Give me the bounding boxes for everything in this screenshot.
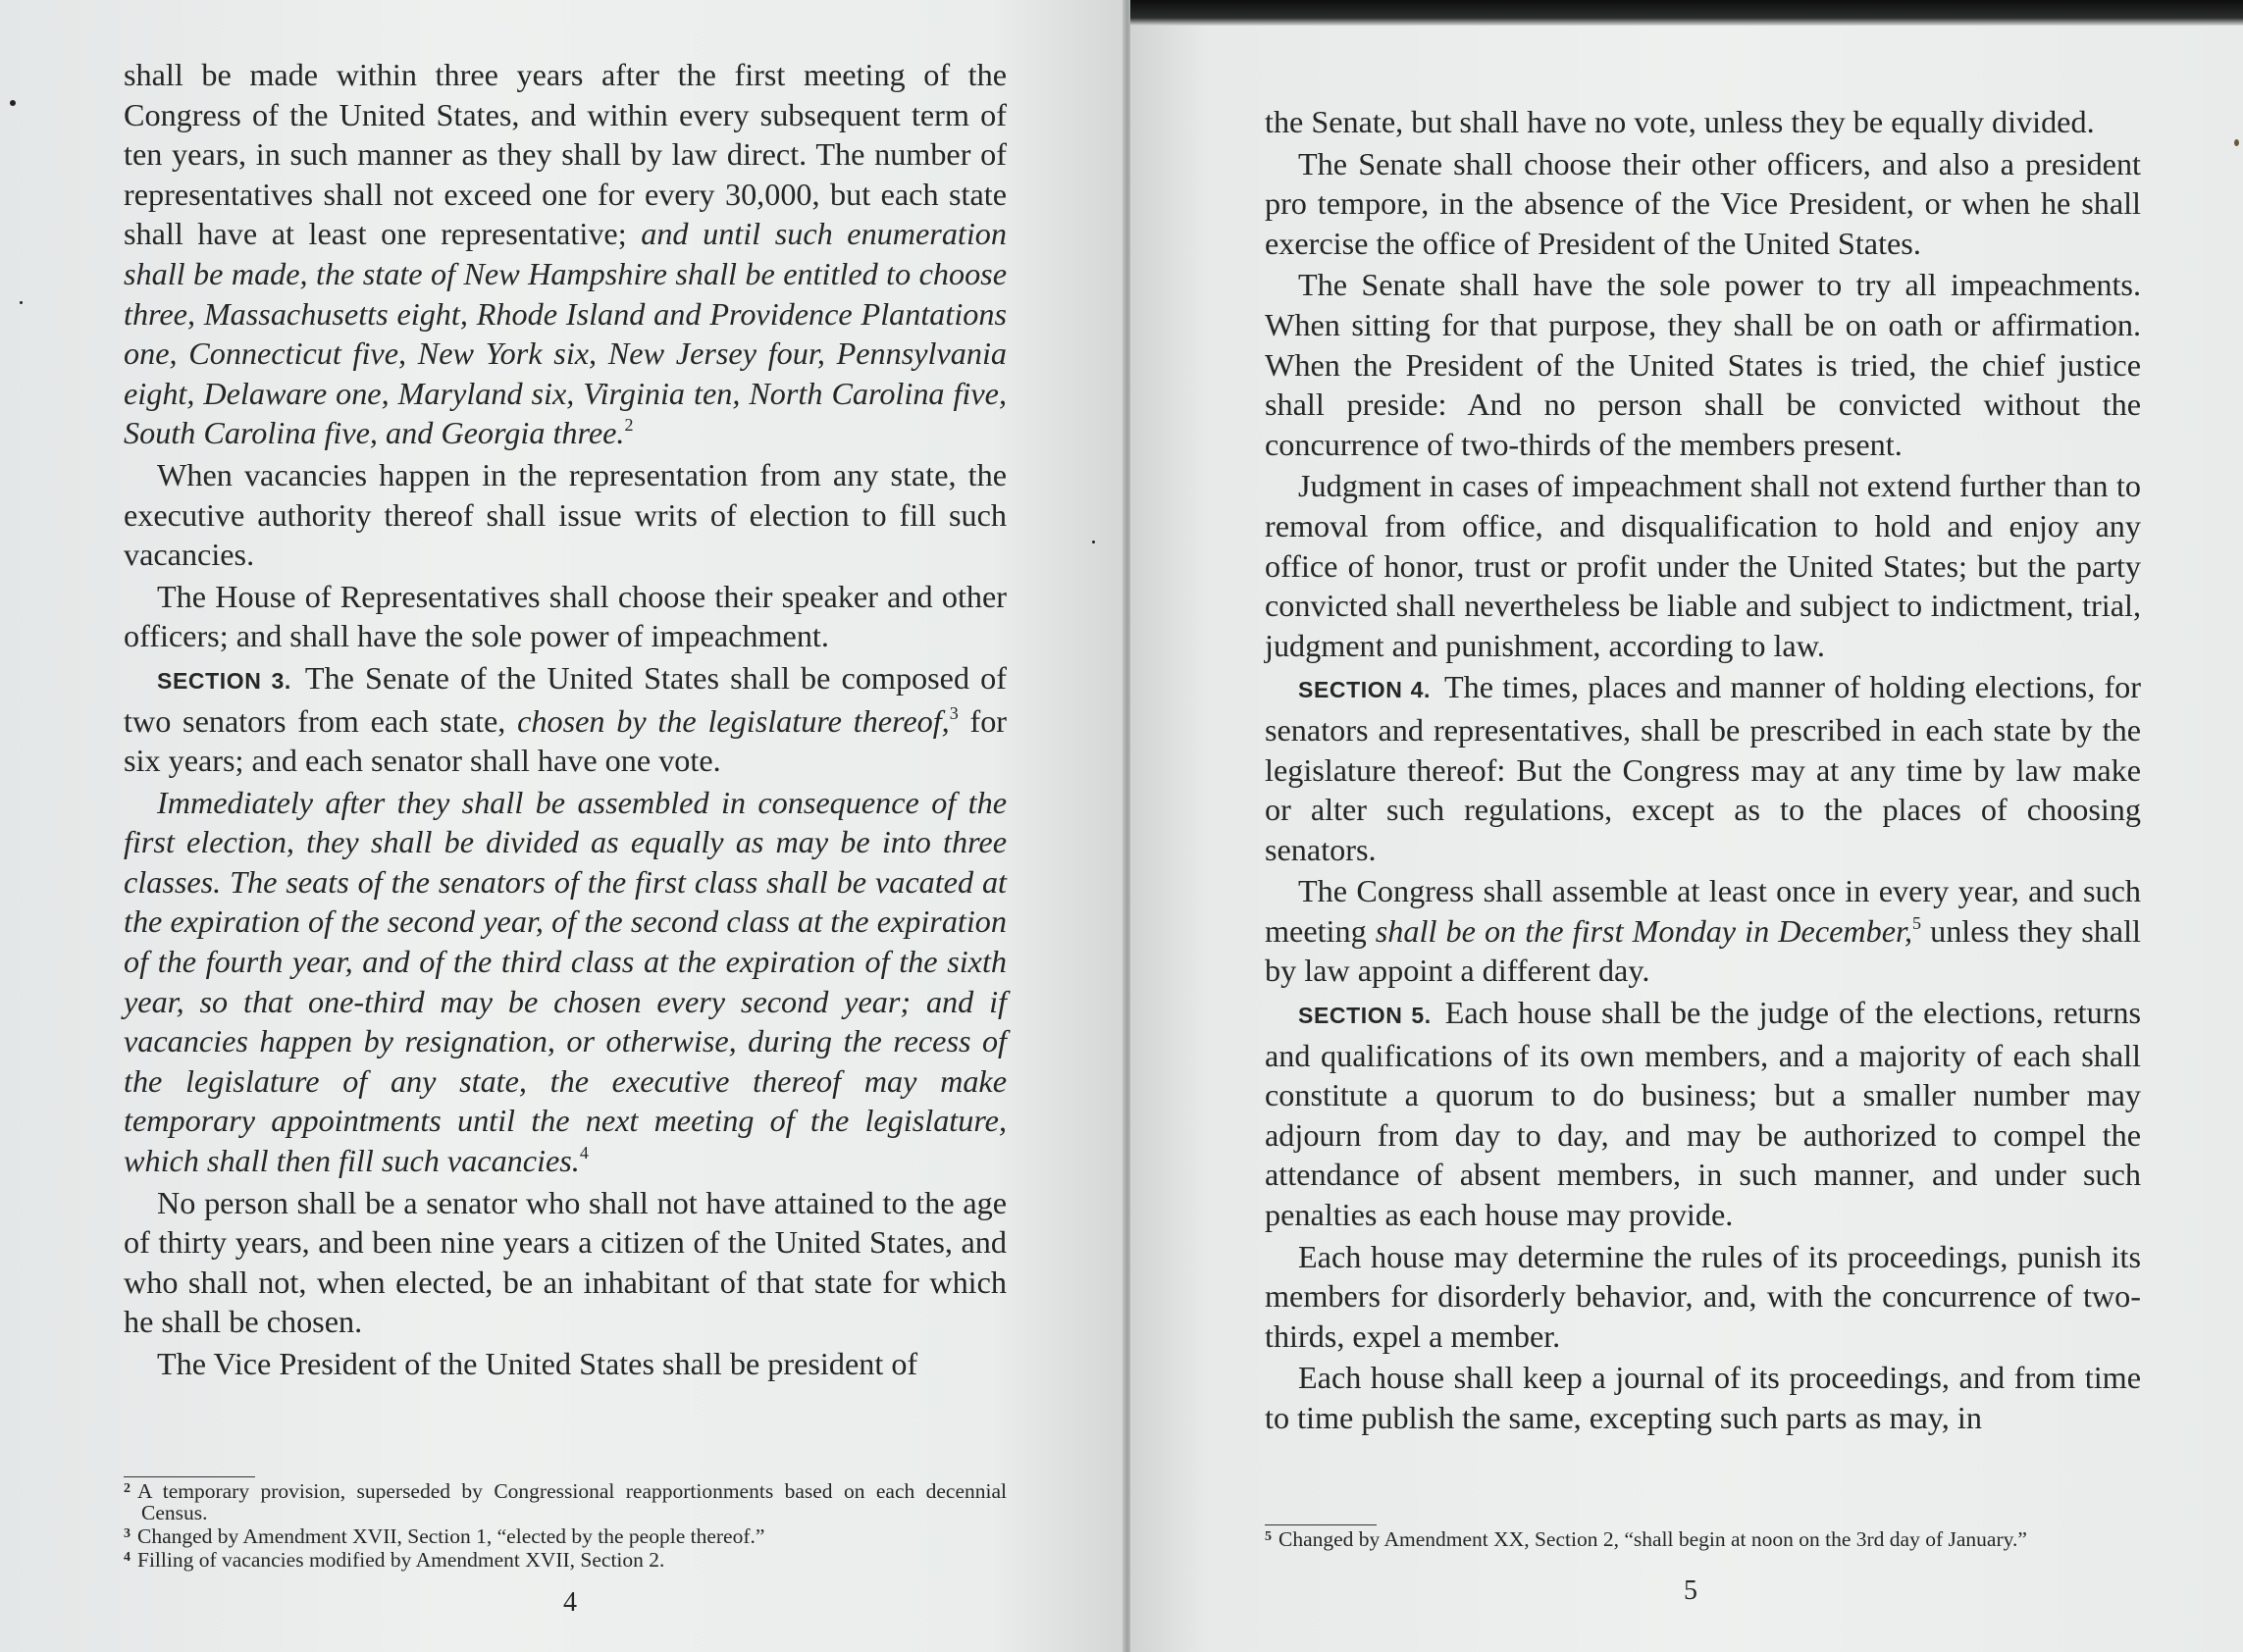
text-run: No person shall be a senator who shall not have attained to the age of thirty years, and been nine years a citizen of the United States, and who shall not, when elected, be an inhabitant of that state for which he shall be chosen. xyxy=(124,1184,1007,1340)
italic-text-run: Immediately after they shall be assembled in consequence of the first election, they shall be divided as equally as may be into three classes. The seats of the senators of the first class shall be vacated at the expiration of the second year, of the second class at the expiration of the fourth year, and of the third class at the expiration of the sixth year, so that one-third may be chosen every second year; and if vacancies happen by resignation, or otherwise, during the recess of the legislature of any state, the executive thereof may make temporary appointments until the next meeting of the legislature, which shall then fill such vacancies. xyxy=(124,784,1007,1179)
footnote-text: A temporary provision, superseded by Congressional reapportionments based on each decennial Census. xyxy=(137,1479,1007,1524)
text-run: The House of Representatives shall choose their speaker and other officers; and shall have the sole power of impeachment. xyxy=(124,578,1007,654)
body-paragraph xyxy=(1265,871,2141,991)
italic-text-run: chosen by the legislature thereof, xyxy=(517,702,950,739)
body-paragraph xyxy=(1265,1237,2141,1357)
footnote-number: 2 xyxy=(124,1481,130,1496)
section-heading: SECTION 3. xyxy=(157,667,291,694)
body-paragraph xyxy=(124,1183,1007,1342)
paper-speck xyxy=(2234,139,2239,146)
footnote xyxy=(124,1547,1007,1571)
footnote-rule xyxy=(1265,1524,1377,1525)
footnote-text: Changed by Amendment XX, Section 2, “shall begin at noon on the 3rd day of January.” xyxy=(1278,1527,2027,1551)
page-number-right: 5 xyxy=(1684,1575,1697,1606)
section-heading: SECTION 4. xyxy=(1298,677,1431,703)
text-run: the Senate, but shall have no vote, unless they be equally divided. xyxy=(1265,104,2095,139)
footnote-number: 5 xyxy=(1265,1529,1272,1544)
left-page-body-text xyxy=(124,55,1007,1384)
italic-text-run: shall be on the first Monday in December, xyxy=(1375,912,1913,949)
footnote-number: 4 xyxy=(124,1550,130,1565)
footnote-marker: 2 xyxy=(624,415,634,436)
body-paragraph xyxy=(124,455,1007,575)
text-run: The Senate of the United States shall be composed of two senators from each state, xyxy=(124,659,1007,739)
footnote-marker: 4 xyxy=(579,1143,589,1163)
page-top-shadow xyxy=(1130,0,2243,26)
footnote-text: Changed by Amendment XVII, Section 1, “elected by the people thereof.” xyxy=(137,1524,765,1548)
text-run: Each house may determine the rules of its proceedings, punish its members for disorderly behavior, and, with the concurrence of two-thirds, expel a member. xyxy=(1265,1238,2141,1354)
italic-text-run: and until such enumeration shall be made, the state of New Hampshire shall be entitled to choose three, Massachusetts eight, Rhode Island and Providence Plantations one, Connecticut five, New York six, New Jersey four, Pennsylvania eight, Delaware one, Maryland six, Virginia ten, North Carolina five, South Carolina five, and Georgia three. xyxy=(124,216,1007,451)
page-number-left: 4 xyxy=(563,1587,577,1618)
footnote xyxy=(124,1478,1007,1523)
text-run: The times, places and manner of holding elections, for senators and representatives, shall be prescribed in each state by the legislature thereof: But the Congress may at any time by law make or alter such regulations, except as to the places of choosing senators. xyxy=(1265,669,2141,867)
footnote-text: Filling of vacancies modified by Amendment XVII, Section 2. xyxy=(137,1548,665,1572)
body-paragraph xyxy=(124,783,1007,1181)
paper-speck xyxy=(20,301,23,304)
paper-speck xyxy=(1092,541,1095,543)
body-paragraph xyxy=(1265,265,2141,464)
footnote-marker: 5 xyxy=(1912,912,1922,933)
body-paragraph xyxy=(124,1344,1007,1384)
right-page-body-text xyxy=(1265,102,2141,1438)
section-heading: SECTION 5. xyxy=(1298,1003,1432,1029)
body-paragraph xyxy=(1265,466,2141,665)
body-paragraph xyxy=(1265,667,2141,869)
body-paragraph xyxy=(1265,993,2141,1235)
text-run: The Vice President of the United States shall be president of xyxy=(157,1346,918,1381)
text-run: The Senate shall have the sole power to try all impeachments. When sitting for that purpose, they shall be on oath or affirmation. When the President of the United States is tried, the chief justice shall preside: And no person shall be convicted without the concurrence of two-thirds of the members present. xyxy=(1265,267,2141,462)
body-paragraph xyxy=(1265,144,2141,264)
body-paragraph xyxy=(124,55,1007,453)
text-run: Each house shall be the judge of the elections, returns and qualifications of its own members, and a majority of each shall constitute a quorum to do business; but a smaller number may adjourn from day to day, and may be authorized to compel the attendance of absent members, in such manner, and under such penalties as each house may provide. xyxy=(1265,995,2141,1233)
body-paragraph xyxy=(1265,1358,2141,1437)
footnote xyxy=(1265,1526,2141,1550)
footnote-rule xyxy=(124,1476,255,1477)
text-run: The Congress shall assemble at least once in every year, and such meeting xyxy=(1265,873,2141,949)
text-run: Judgment in cases of impeachment shall not extend further than to removal from office, and disqualification to hold and enjoy any office of honor, trust or profit under the United States; but the party convicted shall nevertheless be liable and subject to indictment, trial, judgment and punishment, according to law. xyxy=(1265,468,2141,663)
text-run: for six years; and each senator shall have one vote. xyxy=(124,702,1008,779)
right-page xyxy=(1130,0,2243,1652)
text-run: When vacancies happen in the representation from any state, the executive authority thereof shall issue writs of election to fill such vacancies. xyxy=(124,456,1007,573)
body-paragraph xyxy=(1265,102,2141,142)
text-run: The Senate shall choose their other officers, and also a president pro tempore, in the absence of the Vice President, or when he shall exercise the office of President of the United States. xyxy=(1265,145,2141,261)
text-run: unless they shall by law appoint a different day. xyxy=(1265,912,2141,989)
paper-speck xyxy=(10,100,16,106)
body-paragraph xyxy=(124,577,1007,656)
text-run: Each house shall keep a journal of its proceedings, and from time to time publish the same, excepting such parts as may, in xyxy=(1265,1360,2141,1435)
footnote-marker: 3 xyxy=(949,702,959,723)
body-paragraph xyxy=(124,658,1007,781)
footnote-number: 3 xyxy=(124,1526,130,1541)
footnote xyxy=(124,1523,1007,1547)
text-run: shall be made within three years after the first meeting of the Congress of the United States, and within every subsequent term of ten years, in such manner as they shall by law direct. The number of representatives shall not exceed one for every 30,000, but each state shall have at least one representative; xyxy=(124,57,1007,252)
